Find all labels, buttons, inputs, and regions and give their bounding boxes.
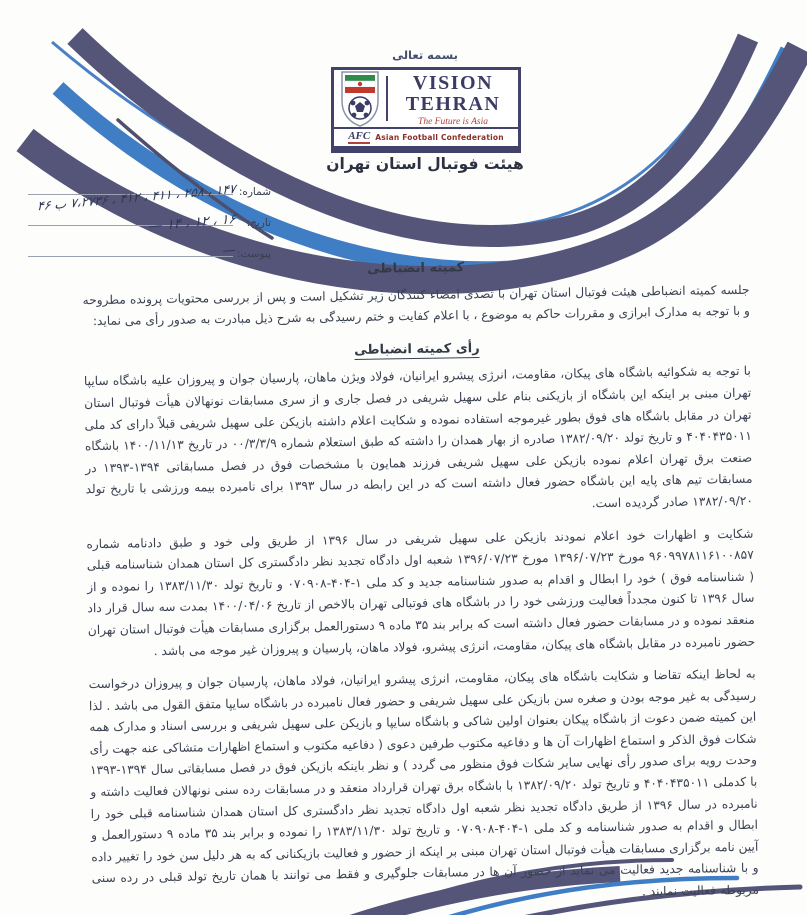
logo-wordmark xyxy=(388,70,518,127)
logo-title-tehran: TEHRAN xyxy=(405,92,501,115)
verdict-paragraph-2: شکایت و اظهارات خود اعلام نمودند بازیکن علی سهیل شریفی در سال ۱۳۹۶ از طریق ولی خود و طبق دادنامه شماره ۹۶۰۹۹۷۸۱۱۶۱۰۰۸۵۷ مورخ ۱۳۹۶/۰۷/۲۳ مورخ ۱۳۹۶/۰۷/۲۳ شعبه اول دادگاه تجدید نظر دادگستری کل استان همدان شناسنامه قبلی ( شناسنامه فوق ) خود را ابطال و اقدام به صدور شناسنامه جدید و کد ملی ۱-۴۰۴-۰۷۰۹۰۸ و تاریخ تولد ۱۳۸۳/۱۱/۳۰ را نموده و از سال ۱۳۹۶ تا کنون مجدداً فعالیت ورزشی خود را در باشگاه های فوتبالی تهران بالاخص از تاریخ ۱۴۰۰/۰۴/۰۶ بمدت سه سال قرار داد منعقد نموده و در مسابقات حضور فعال داشته است که برابر بند ۳۵ ماده ۹ دستورالعمل برگزاری مسابقات هیأت فوتبال استان تهران حضور نامبرده در مقابل باشگاه های پیکان، مقاومت، انرژی پیشرو، فولاد ماهان، پارسیان و پیروزان غیر موجه می باشد . xyxy=(86,526,756,658)
intro-paragraph: جلسه کمیته انضباطی هیئت فوتبال استان تهران با تصدی امضاء کنندگان زیر تشکیل است و پس از بررسی محتویات پرونده مطروحه و با توجه به مدارک ابرازی و مقررات حاکم به موضوع ، با اعلام کفایت و ختم رسیدگی به شرح ذیل مبادرت به صدور رأی می نماید: xyxy=(82,282,750,329)
number-handwritten-value: ۱۴۷ ، ۲۵۸ ، ۴۱۱ ، ۴۱۲ ، ۷،۲۷۳۶ ب ۴۶ xyxy=(36,180,236,214)
vision-tehran-logo xyxy=(331,67,521,153)
date-field-row xyxy=(20,201,275,235)
logo-main-row xyxy=(334,70,518,127)
bismillah-text: بسمه تعالی xyxy=(392,48,458,62)
organization-name: هیئت فوتبال استان تهران xyxy=(326,155,524,173)
committee-title: کمیته انضباطی xyxy=(367,260,465,277)
date-label: تاریخ: xyxy=(246,217,271,229)
letter-body xyxy=(82,253,759,912)
date-handwritten-value: ۱۶ ، ۱۲ ، ۱۴ — xyxy=(148,210,236,235)
afc-strip xyxy=(334,127,518,146)
verdict-title: رأی کمیته انضباطی xyxy=(354,340,480,358)
number-field-row xyxy=(20,170,275,214)
verdict-paragraph-1: با توجه به شکوائیه باشگاه های پیکان، مقاومت، انرژی پیشرو ایرانیان، فولاد ویژن ماهان، پارسیان جوان و پیروزان علیه باشگاه سایپا تهران مبنی بر اینکه این باشگاه از بازیکنی بنام علی سهیل شریفی در فصل جاری و از سری مسابقات نونهالان هیأت فوتبال استان تهران در مقابل باشگاه های فوق بطور غیرموجه استفاده نموده و شکایت اعلام داشته بازیکن علی سهیل شریفی قبلاً دارای کد ملی ۴۰۴۰۴۳۵۰۱۱ و تاریخ تولد ۱۳۸۲/۰۹/۲۰ صادره از بهار همدان را داشته که طبق استعلام شماره ۰۰/۳/۳/۹ در تاریخ ۱۴۰۰/۱۱/۱۳ باشگاه صنعت برق تهران اعلام نموده بازیکن علی سهیل شریفی فرزند همایون با مشخصات فوق در فصل مسابقاتی ۱۳۹۴-۱۳۹۳ در مسابقات تیم های پایه این باشگاه حضور فعال داشته است که در این رابطه در سال ۱۳۹۳ برای نامبرده بیمه ورزشی با تاریخ تولد ۱۳۸۲/۰۹/۲۰ صادر گردیده است. xyxy=(83,364,753,511)
attachment-rule-line xyxy=(28,256,233,257)
letter-meta-fields xyxy=(20,170,275,263)
attachment-label: پیوست: xyxy=(236,248,271,260)
verdict-title-row xyxy=(83,334,750,366)
afc-confederation-text: Asian Football Confederation xyxy=(375,133,504,142)
number-label: شماره: xyxy=(238,186,271,198)
verdict-paragraph-3: به لحاظ اینکه تقاضا و شکایت باشگاه های پیکان، مقاومت، انرژی پیشرو ایرانیان، فولاد ماهان، پارسیان جوان و پیروزان درخواست رسیدگی به غیر موجه بودن و صغره سن بازیکن علی سهیل شریفی و حضور فعال نامبرده در باشگاه سایپا متفق القول می باشد . لذا این کمیته ضمن دعوت از باشگاه پیکان بعنوان اولین شاکی و باشگاه سایپا و بازیکن علی سهیل شریفی و بررسی اسناد و مدارک همه شکات فوق الذکر و استماع اظهارات آن ها و دفاعیه مکتوب طرفین دعوی ( دفاعیه مکتوب و استماع اظهارات متشاکی عنه جهت رأی وحدت رویه برای صدور رأی نهایی سایر شکات فوق منظور می گردد ) و نظر باینکه بازیکن فوق در فصل مسابقاتی سال ۱۳۹۴-۱۳۹۳ با کدملی ۴۰۴۰۴۳۵۰۱۱ و تاریخ تولد ۱۳۸۲/۰۹/۲۰ با باشگاه برق تهران قرارداد منعقد و در مسابقات رده سنی نونهالان فعالیت داشته و نامبرده در سال ۱۳۹۶ از طریق دادگاه تجدید نظر شعبه اول دادگاه تجدید نظر دادگستری کل استان همدان شناسنامه قبلی خود را ابطال و اقدام به صدور شناسنامه و کد ملی ۱-۴۰۴-۰۷۰۹۰۸ و تاریخ تولد ۱۳۸۳/۱۱/۳۰ را نموده و برابر بند ۳۵ ماده ۹ دستورالعمل و آیین نامه برگزاری مسابقات هیأت فوتبال استان تهران مبنی بر اینکه از حضور و فعالیت بازیکنانی که به هر دلیل سن خود را تغییر داده و با شناسنامه جدید فعالیت می نماید از حضور آن ها در مسابقات جلوگیری و فقط می توانند با همان تاریخ تولد قبلی در رده سنی مربوطه فعالیت نمایند . xyxy=(88,666,760,899)
logo-title-vision: VISION xyxy=(412,71,494,94)
afc-logo-icon: AFC xyxy=(348,130,371,142)
attachment-field-row xyxy=(20,232,275,263)
attachment-handwritten-value: — xyxy=(221,241,236,260)
iran-football-crest-icon xyxy=(334,70,386,127)
logo-tagline: The Future is Asia xyxy=(418,116,488,127)
